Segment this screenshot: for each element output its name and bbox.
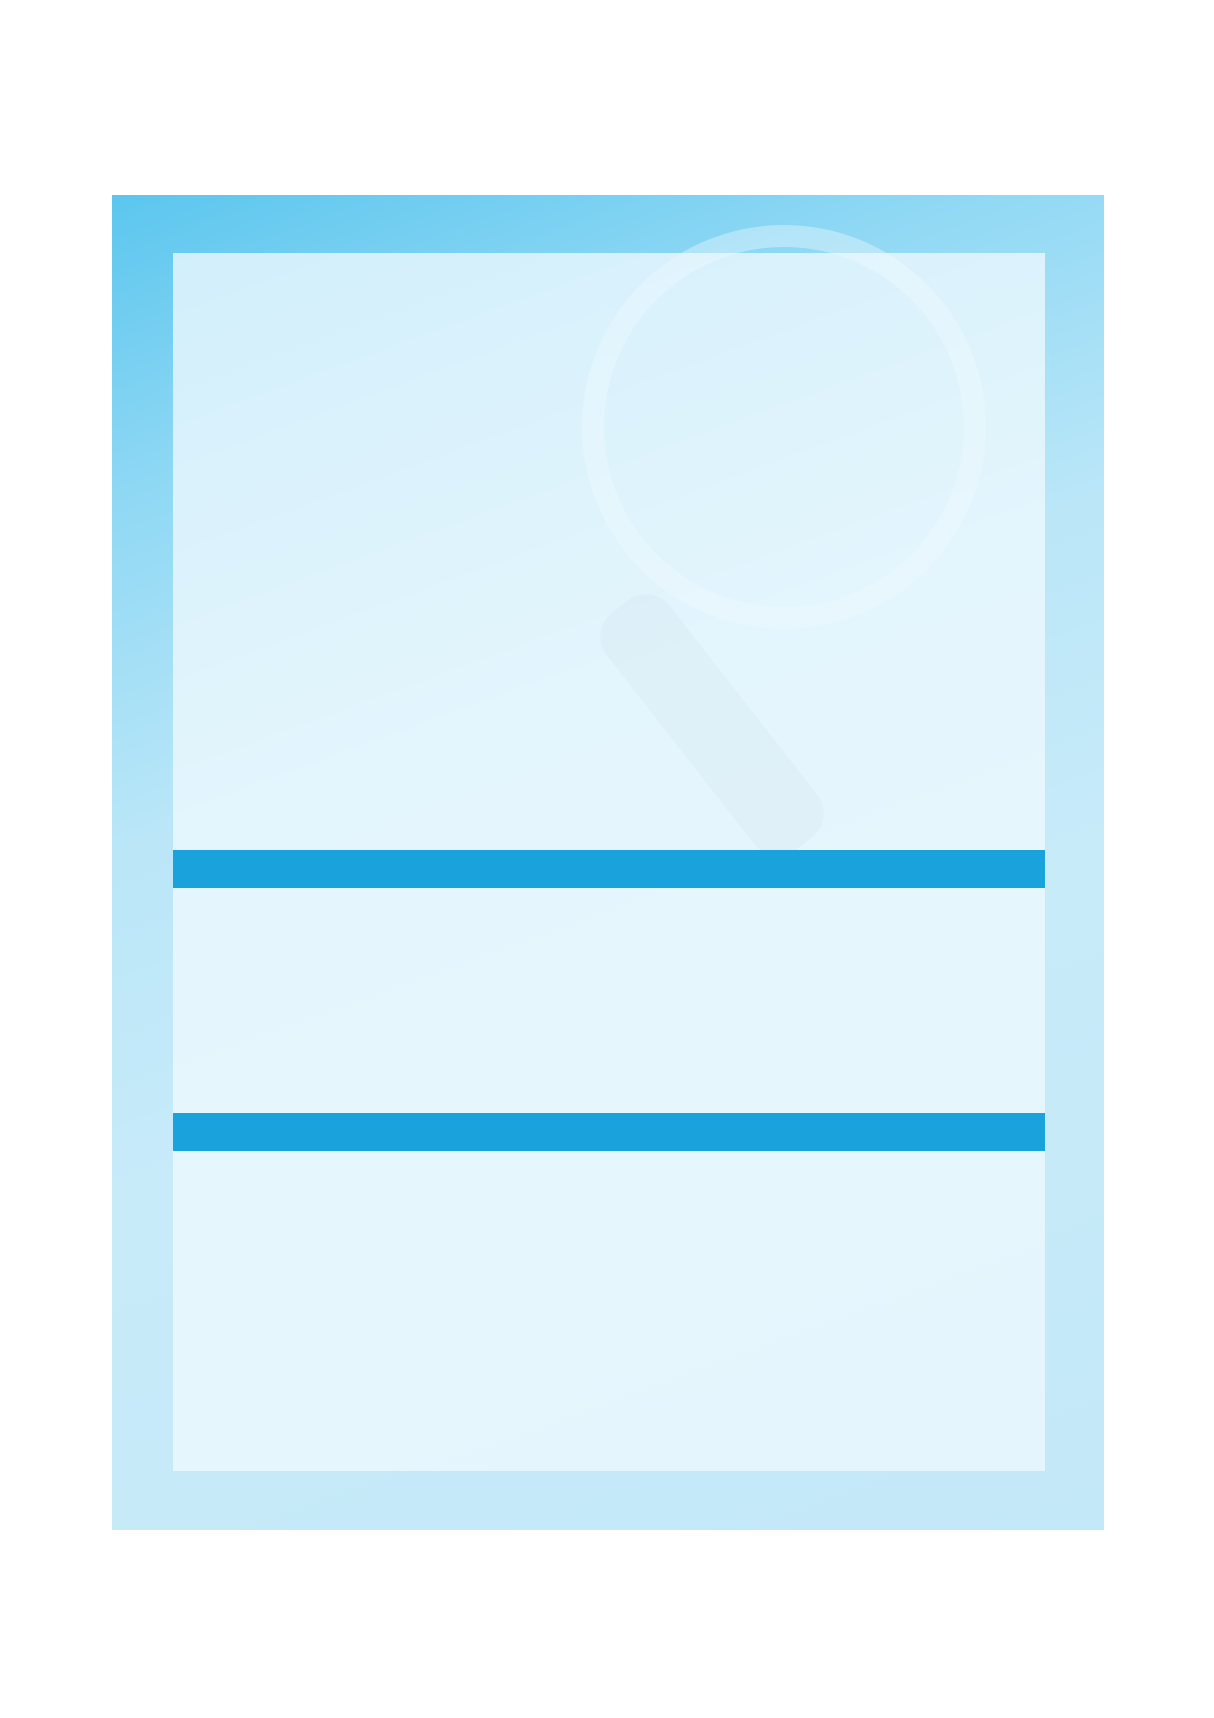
chapter-14-header <box>173 1113 1045 1151</box>
chapter-13-header <box>173 850 1045 888</box>
